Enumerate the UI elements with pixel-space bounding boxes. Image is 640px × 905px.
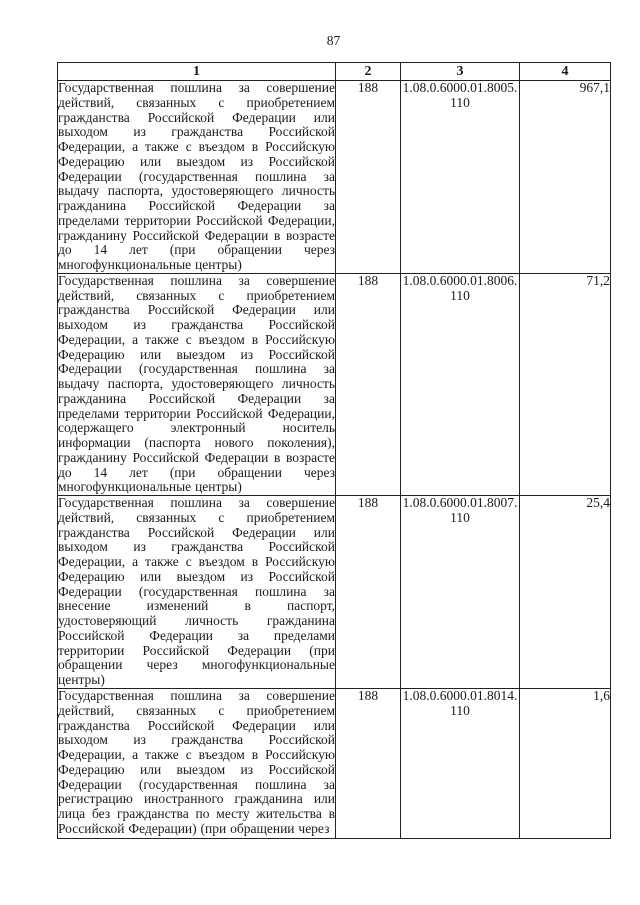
table-row [58, 81, 611, 274]
kbk-code-line2: 110 [450, 509, 470, 525]
table-row [58, 496, 611, 689]
page-number: 87 [326, 33, 341, 48]
duty-name-cell [58, 273, 336, 495]
admin-code-text: 188 [357, 495, 379, 510]
duty-name-text: Государственная пошлина за совершение действий, связанных с приобретением гражданства Российской Федерации или выходом из гражданства Российской Федерации, а также с въездом в Российскую Федерацию или выездом из Российской Федерации (государственная пошлина за регистрацию иностранного гражданина или лица без гражданства по месту жительства в Российской Федерации) (при обращении через [58, 688, 335, 836]
kbk-code-line2: 110 [450, 94, 470, 110]
column-header-1: 1 [58, 63, 336, 81]
amount-text: 967,1 [579, 80, 610, 95]
duty-name-text: Государственная пошлина за совершение действий, связанных с приобретением гражданства Российской Федерации или выходом из гражданства Российской Федерации, а также с въездом в Российскую Федерацию или выездом из Российской Федерации (государственная пошлина за внесение изменений в паспорт, удостоверяющий личность гражданина Российской Федерации за пределами территории Российской Федерации (при обращении через многофункциональные центры) [58, 495, 335, 687]
table-row [58, 273, 611, 495]
admin-code-text: 188 [357, 273, 379, 288]
amount-cell [520, 689, 611, 839]
kbk-code-cell [401, 689, 520, 839]
admin-code-text: 188 [357, 80, 379, 95]
duty-name-cell [58, 689, 336, 839]
amount-text: 1,6 [593, 688, 610, 703]
admin-code-cell [336, 496, 401, 689]
kbk-code-line1: 1.08.0.6000.01.8014. [402, 688, 518, 703]
kbk-code-line1: 1.08.0.6000.01.8006. [402, 273, 518, 288]
admin-code-cell [336, 81, 401, 274]
duty-name-cell [58, 496, 336, 689]
amount-cell [520, 273, 611, 495]
column-header-2: 2 [336, 63, 401, 81]
admin-code-text: 188 [357, 688, 379, 703]
duty-name-text: Государственная пошлина за совершение действий, связанных с приобретением гражданства Российской Федерации или выходом из гражданства Российской Федерации, а также с въездом в Российскую Федерацию или выездом из Российской Федерации (государственная пошлина за выдачу паспорта, удостоверяющего личность гражданина Российской Федерации за пределами территории Российской Федерации, содержащего электронный носитель информации (паспорта нового поколения), гражданину Российской Федерации в возрасте до 14 лет (при обращении через многофункциональные центры) [58, 273, 335, 495]
duty-name-cell [58, 81, 336, 274]
kbk-code-cell [401, 81, 520, 274]
table-header-row [58, 63, 611, 81]
kbk-code-cell [401, 273, 520, 495]
amount-cell [520, 81, 611, 274]
admin-code-cell [336, 273, 401, 495]
kbk-code-line1: 1.08.0.6000.01.8005. [402, 80, 518, 95]
kbk-code-cell [401, 496, 520, 689]
duties-table [57, 62, 611, 839]
kbk-code-line1: 1.08.0.6000.01.8007. [402, 495, 518, 510]
admin-code-cell [336, 689, 401, 839]
column-header-3: 3 [401, 63, 520, 81]
amount-cell [520, 496, 611, 689]
amount-text: 71,2 [586, 273, 610, 288]
kbk-code-line2: 110 [450, 287, 470, 303]
column-header-4: 4 [520, 63, 611, 81]
kbk-code-line2: 110 [450, 702, 470, 718]
duty-name-text: Государственная пошлина за совершение действий, связанных с приобретением гражданства Российской Федерации или выходом из гражданства Российской Федерации, а также с въездом в Российскую Федерацию или выездом из Российской Федерации (государственная пошлина за выдачу паспорта, удостоверяющего личность гражданина Российской Федерации за пределами территории Российской Федерации, гражданину Российской Федерации в возрасте до 14 лет (при обращении через многофункциональные центры) [58, 80, 335, 272]
amount-text: 25,4 [586, 495, 610, 510]
table-row [58, 689, 611, 839]
